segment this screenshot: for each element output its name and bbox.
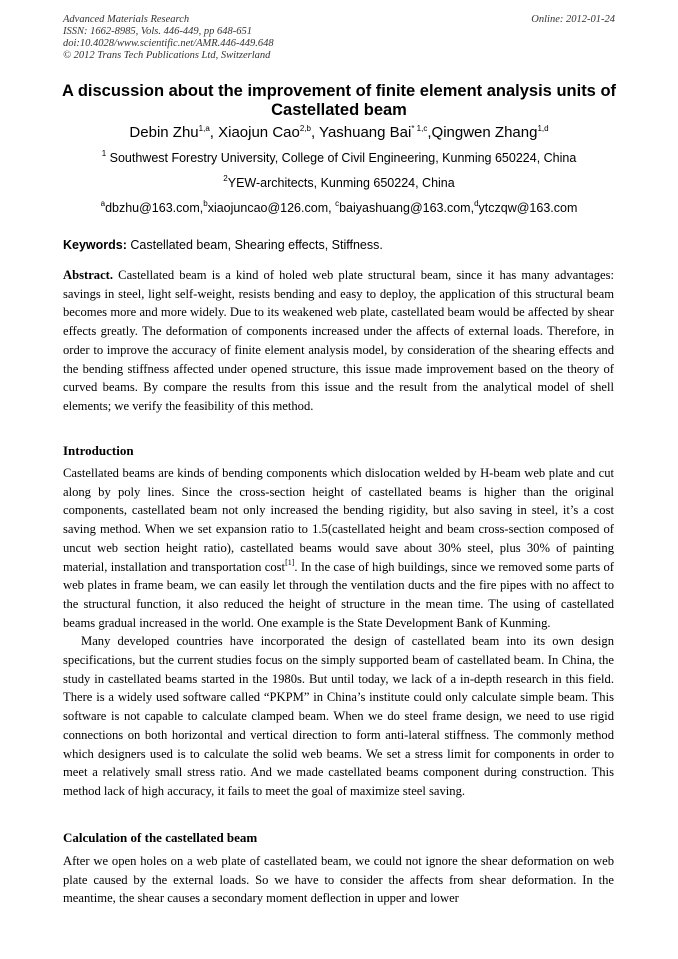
email-sup: c bbox=[335, 199, 340, 208]
affiliation-sup: 2 bbox=[223, 174, 228, 183]
introduction-heading: Introduction bbox=[63, 443, 134, 458]
email-link[interactable]: dbzhu@163.com bbox=[105, 201, 200, 215]
author-sup: 2,b bbox=[299, 124, 311, 133]
author-sup: 1,a bbox=[198, 124, 210, 133]
author-sup: 1,d bbox=[537, 124, 549, 133]
calculation-section bbox=[63, 852, 614, 908]
email-sup: a bbox=[100, 199, 106, 208]
intro-paragraph-1 bbox=[63, 464, 614, 632]
introduction-section bbox=[63, 464, 614, 801]
intro-p1-text-cont: . In the case of high buildings, since we removed some parts of web plates in frame beam, we can easily let through the ventilation ducts and the fire pipes with no affect to the structural function, it also reduced the height of structure in the mean time. The using of castellated beams gradual increased in the world. One example is the State Development Bank of Kunming. bbox=[63, 559, 614, 630]
issn-line: ISSN: 1662-8985, Vols. 446-449, pp 648-651 bbox=[63, 26, 252, 37]
calculation-heading: Calculation of the castellated beam bbox=[63, 830, 258, 845]
author-name: Qingwen Zhang bbox=[431, 124, 538, 141]
abstract-text: Castellated beam is a kind of holed web plate structural beam, since it has many advantages: savings in steel, light self-weight, resists bending and easy to deploy, the application of this structural beam becomes more and more widely. Due to its weakened web plate, castellated beam would be affected by shear effects greatly. The deformation of components increased under the affects of external loads. Therefore, in order to improve the accuracy of finite element analysis model, by consideration of the shearing effects and the bending stiffness affected under opened structure, this issue made improvement based on the theory of curved beams. By compare the results from this issue and the result from the analytical model of shell elements; we verify the feasibility of this method. bbox=[63, 268, 614, 413]
email-link[interactable]: xiaojuncao@126.com bbox=[207, 201, 329, 215]
online-date: Online: 2012-01-24 bbox=[531, 14, 615, 25]
author-sup: * 1,c bbox=[411, 124, 428, 133]
calc-paragraph-1: After we open holes on a web plate of castellated beam, we could not ignore the shear deformation on web plate caused by the external loads. So we have to consider the affects from shear deformation. In the meantime, the shear causes a secondary moment deflection in upper and lower bbox=[63, 854, 614, 906]
author-name: Xiaojun Cao bbox=[218, 124, 300, 141]
journal-name: Advanced Materials Research bbox=[63, 14, 190, 25]
email-link[interactable]: baiyashuang@163.com bbox=[339, 201, 471, 215]
citation-ref[interactable]: [1] bbox=[285, 557, 295, 567]
abstract-section bbox=[63, 266, 614, 416]
keywords-label: Keywords: bbox=[63, 238, 127, 252]
email-link[interactable]: ytczqw@163.com bbox=[478, 201, 578, 215]
copyright-line: © 2012 Trans Tech Publications Ltd, Switzerland bbox=[63, 50, 271, 61]
author-name: Debin Zhu bbox=[129, 124, 199, 141]
affiliation-1 bbox=[30, 151, 648, 166]
affiliation-sup: 1 bbox=[101, 149, 107, 158]
email-sup: b bbox=[203, 199, 208, 208]
abstract-label: Abstract. bbox=[63, 268, 114, 282]
keywords-text: Castellated beam, Shearing effects, Stiffness. bbox=[130, 238, 383, 252]
affiliation-text: Southwest Forestry University, College of Civil Engineering, Kunming 650224, China bbox=[109, 151, 577, 165]
doi-line: doi:10.4028/www.scientific.net/AMR.446-449.648 bbox=[63, 38, 274, 49]
affiliation-2 bbox=[30, 176, 648, 191]
intro-p1-text: Castellated beams are kinds of bending components which dislocation welded by H-beam web plate and cut along by poly lines. Since the cross-section height of castellated beams is higher than the original components, castellated beam not only increased the bending rigidity, but also saving in steel, it’s a cost saving method. When we set expansion ratio to 1.5(castellated height and beam cross-section composed of uncut web section height ratio), castellated beams would save about 30% steel, plus 30% of painting material, installation and transportation cost bbox=[63, 466, 614, 574]
intro-paragraph-2: Many developed countries have incorporated the design of castellated beam into its own design specifications, but the current studies focus on the simply supported beam of castellated beam. In China, the study in castellated beams started in the 1980s. But until today, we lack of a in-depth research in this field. There is a widely used software called “PKPM” in China’s institute could only calculate simple beam. This software is not capable to calculate clamped beam. When we do steel frame design, we need to use rigid connections on both horizontal and vertical direction to form anti-lateral stiffness. The commonly method which designers used is to calculate the solid web beams. We set a stress limit for components in order to meet a relatively small stress ratio. And we made castellated beams component during construction. This method lack of high accuracy, it fails to meet the goal of maximize steel saving. bbox=[63, 634, 614, 798]
journal-header bbox=[63, 14, 615, 62]
keywords-line bbox=[63, 238, 623, 253]
author-list: Debin Zhu$^{1,a}$, Xiaojun Cao$^{2,b}$, Yashuang Bai$^{* 1,c}$,Qingwen Zhang$^{1,d}$ bbox=[129, 124, 549, 141]
affiliation-text: YEW-architects, Kunming 650224, China bbox=[227, 176, 455, 190]
paper-title: A discussion about the improvement of finite element analysis units of Castellated beam bbox=[61, 82, 617, 119]
author-name: Yashuang Bai bbox=[319, 124, 412, 141]
email-list: $^a$dbzhu@163.com,$^b$xiaojuncao@126.com, $^c$baiyashuang@163.com,$^d$ytczqw@163.com bbox=[100, 199, 578, 215]
email-sup: d bbox=[474, 199, 479, 208]
